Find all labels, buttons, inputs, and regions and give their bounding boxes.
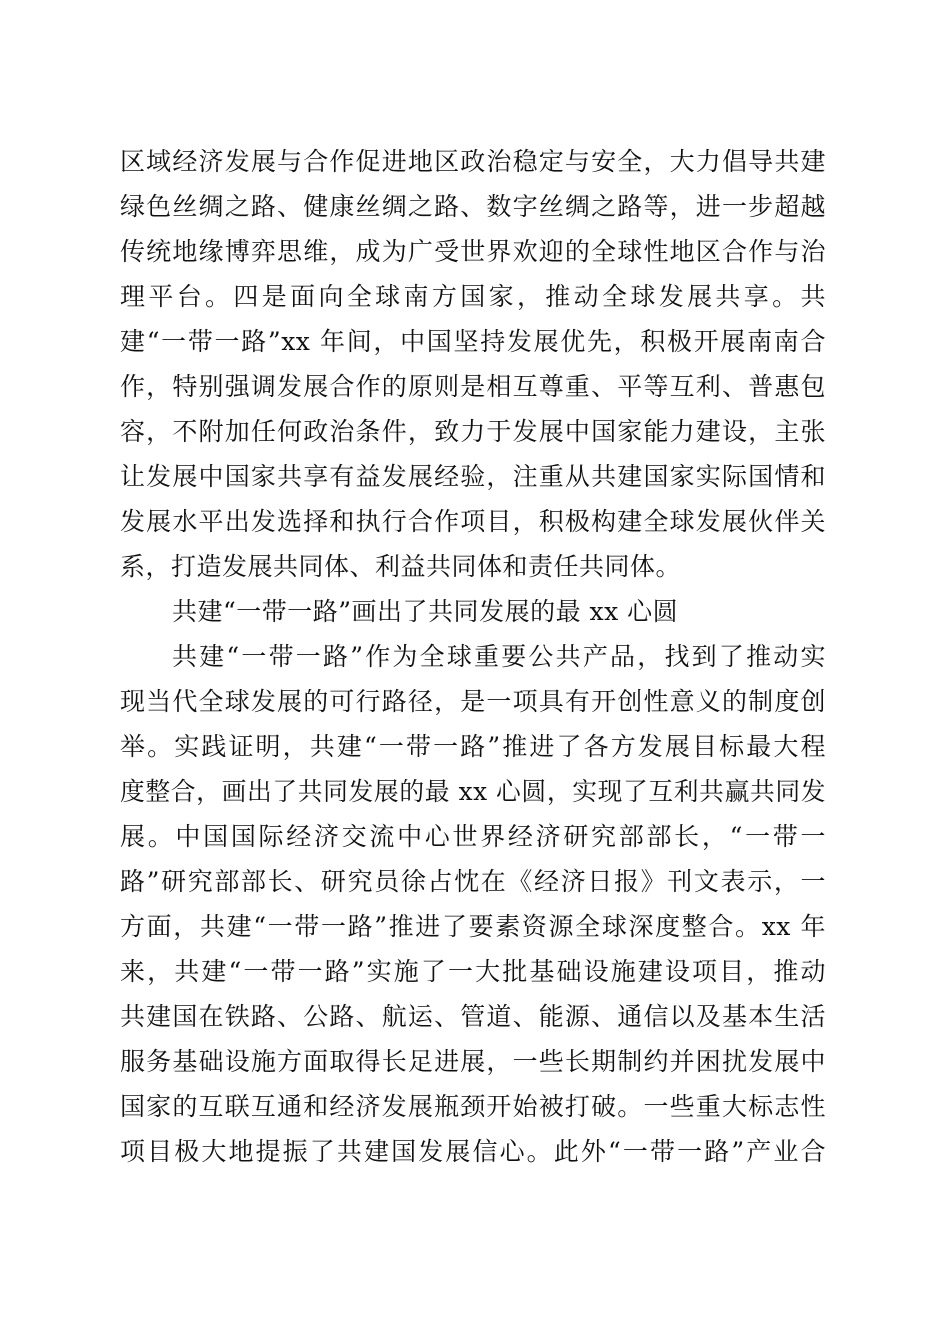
- section-heading: 共建“一带一路”画出了共同发展的最 xx 心圆: [172, 597, 679, 626]
- paragraph-line: 让发展中国家共享有益发展经验，注重从共建国家实际国情和: [120, 462, 826, 491]
- paragraph-line: 建“一带一路”xx 年间，中国坚持发展优先，积极开展南南合: [120, 327, 826, 356]
- paragraph-line: 来，共建“一带一路”实施了一大批基础设施建设项目，推动: [120, 957, 826, 986]
- paragraph-line: 项目极大地提振了共建国发展信心。此外“一带一路”产业合: [120, 1137, 826, 1166]
- paragraph-line: 国家的互联互通和经济发展瓶颈开始被打破。一些重大标志性: [120, 1092, 826, 1121]
- paragraph-line: 现当代全球发展的可行路径，是一项具有开创性意义的制度创: [120, 687, 826, 716]
- paragraph-line: 举。实践证明，共建“一带一路”推进了各方发展目标最大程: [120, 732, 826, 761]
- paragraph-line: 传统地缘博弈思维，成为广受世界欢迎的全球性地区合作与治: [120, 237, 826, 266]
- paragraph-line: 发展水平出发选择和执行合作项目，积极构建全球发展伙伴关: [120, 507, 826, 536]
- paragraph-2: [120, 634, 826, 1174]
- paragraph-line: 理平台。四是面向全球南方国家，推动全球发展共享。共: [120, 282, 826, 311]
- paragraph-line: 容，不附加任何政治条件，致力于发展中国家能力建设，主张: [120, 417, 826, 446]
- paragraph-line: 共建国在铁路、公路、航运、管道、能源、通信以及基本生活: [120, 1002, 826, 1031]
- paragraph-line: 服务基础设施方面取得长足进展，一些长期制约并困扰发展中: [120, 1047, 826, 1076]
- paragraph-continued: [120, 139, 826, 589]
- paragraph-line: 路”研究部部长、研究员徐占忱在《经济日报》刊文表示，一: [120, 867, 826, 896]
- section-heading-block: [120, 589, 826, 634]
- paragraph-line: 区域经济发展与合作促进地区政治稳定与安全，大力倡导共建: [120, 147, 826, 176]
- paragraph-line: 作，特别强调发展合作的原则是相互尊重、平等互利、普惠包: [120, 372, 826, 401]
- paragraph-line: 展。中国国际经济交流中心世界经济研究部部长，“一带一: [120, 822, 826, 851]
- paragraph-line: 系，打造发展共同体、利益共同体和责任共同体。: [120, 552, 682, 581]
- paragraph-line: 度整合，画出了共同发展的最 xx 心圆，实现了互利共赢共同发: [120, 777, 826, 806]
- paragraph-line: 方面，共建“一带一路”推进了要素资源全球深度整合。xx 年: [120, 912, 826, 941]
- paragraph-line: 绿色丝绸之路、健康丝绸之路、数字丝绸之路等，进一步超越: [120, 192, 826, 221]
- paragraph-line: 共建“一带一路”作为全球重要公共产品，找到了推动实: [172, 642, 826, 671]
